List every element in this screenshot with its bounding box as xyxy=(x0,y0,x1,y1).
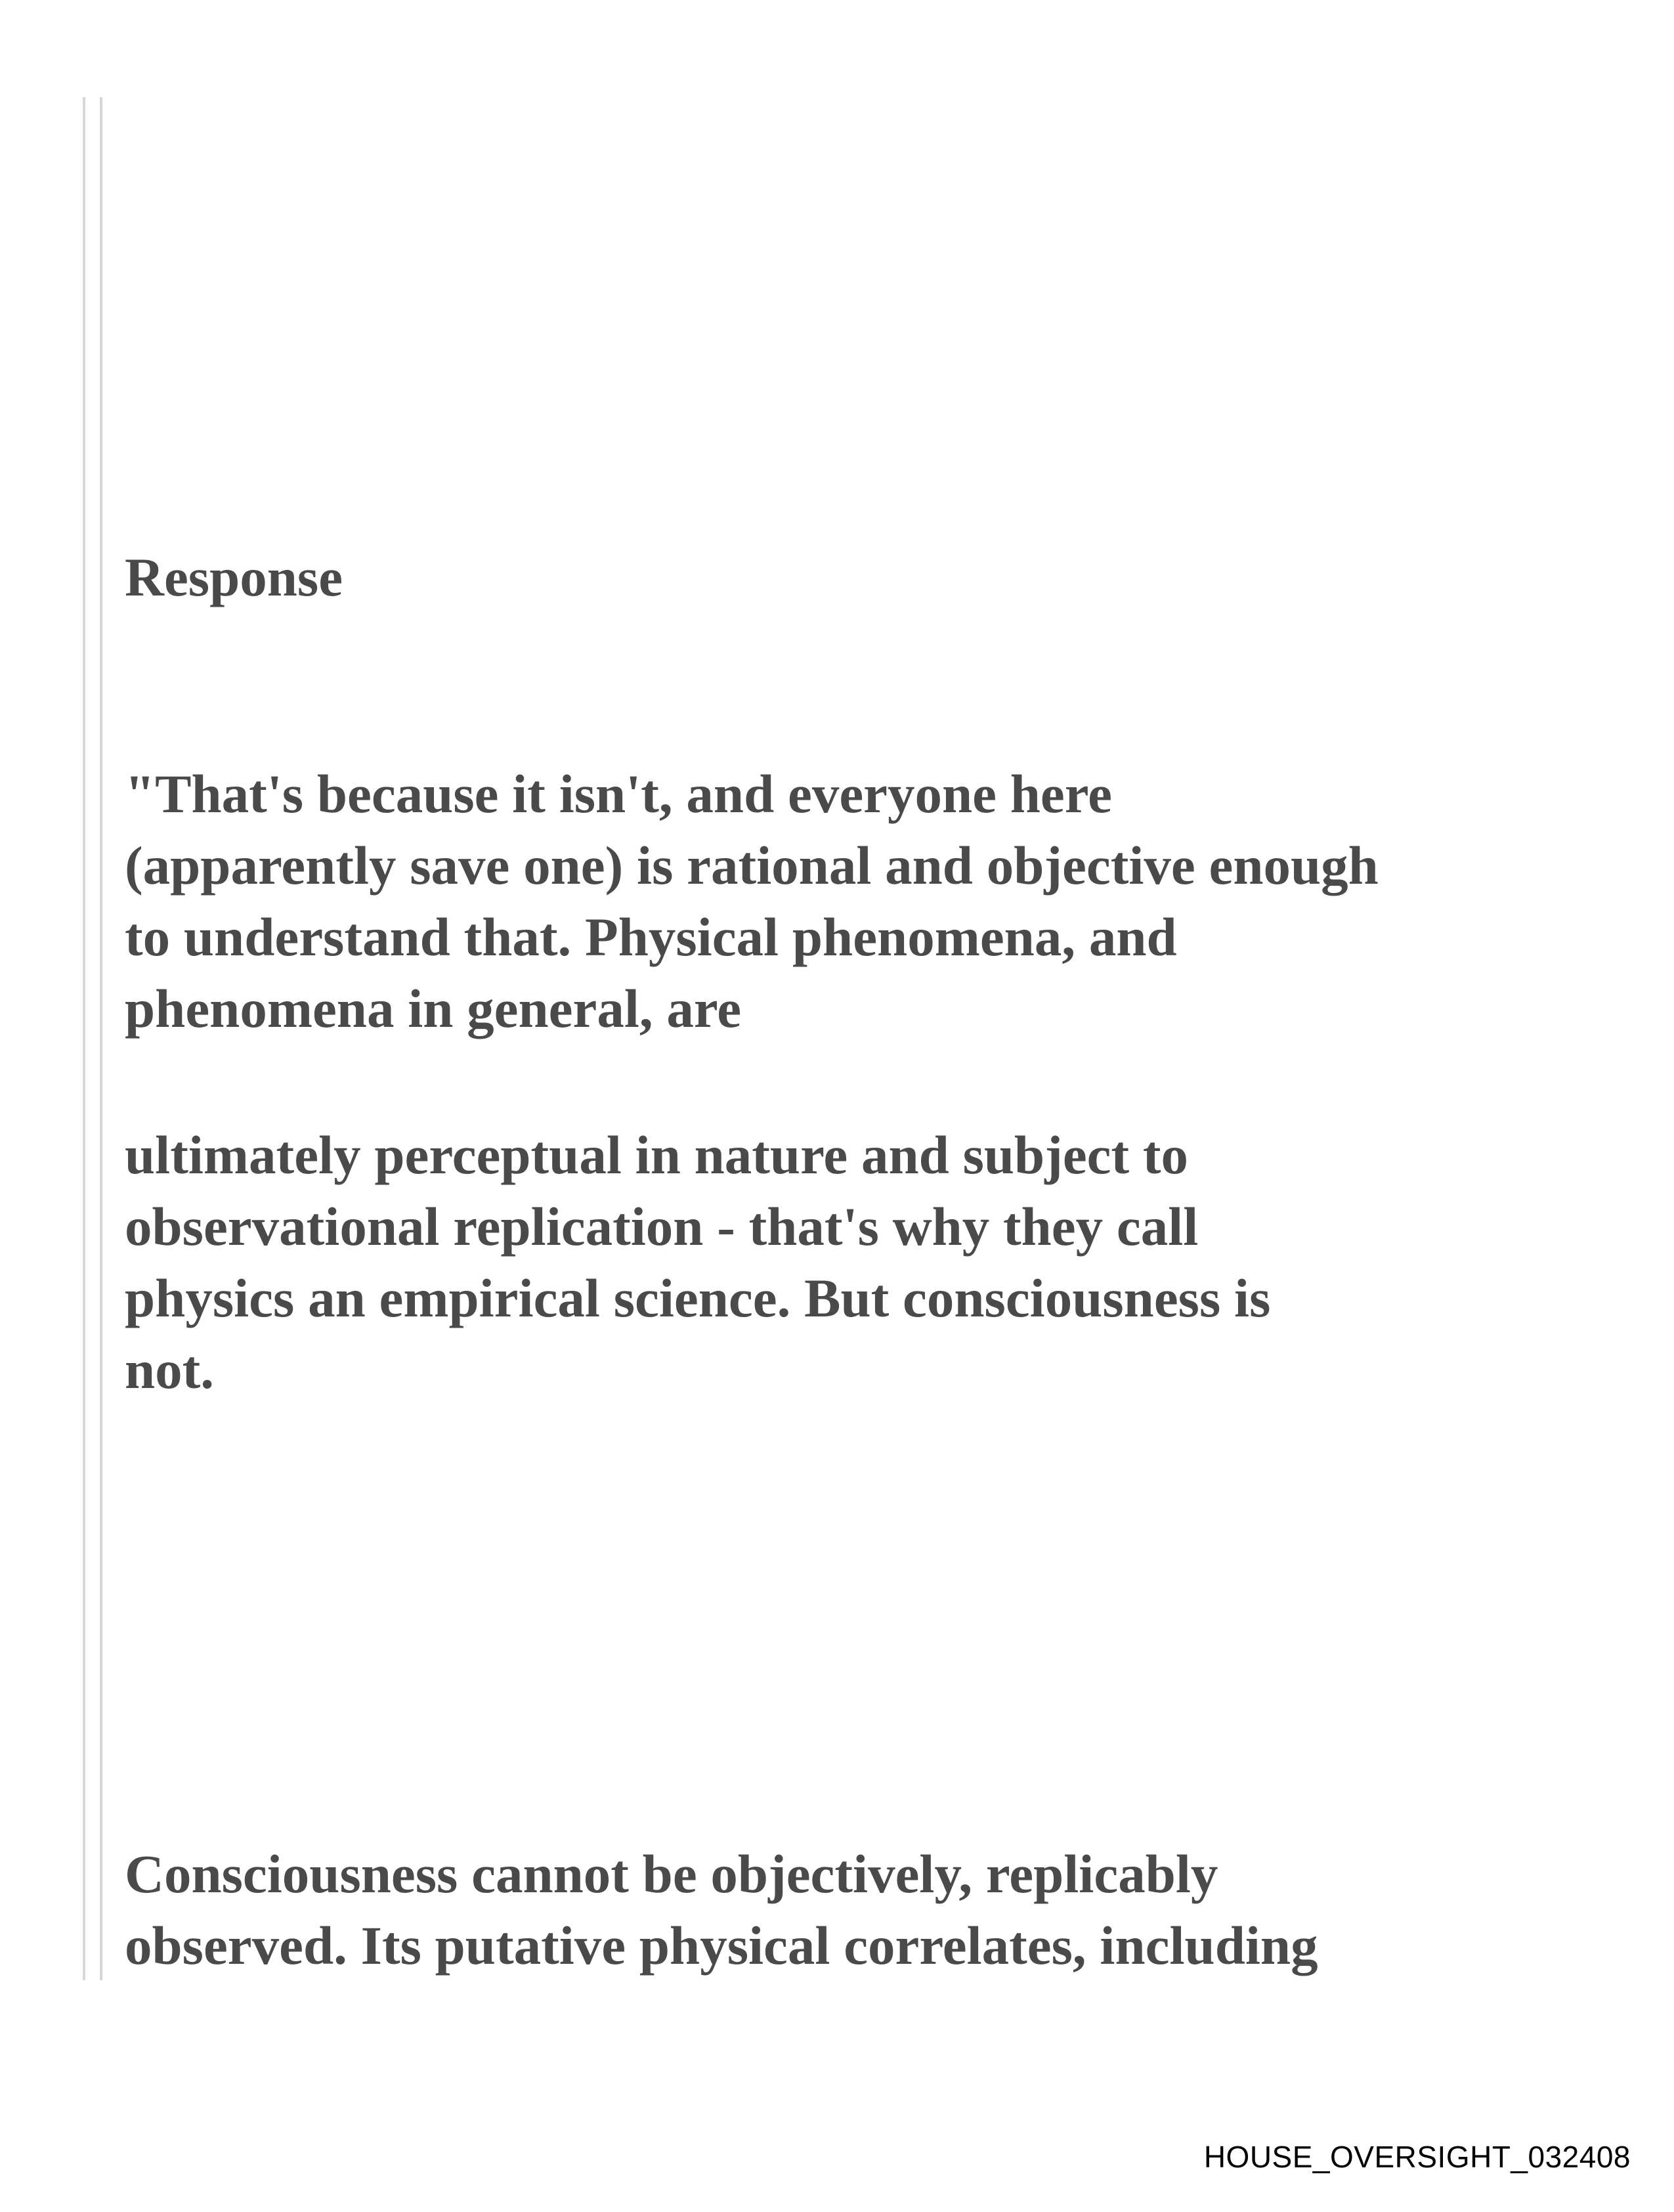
text-line: Consciousness cannot be objectively, replicably xyxy=(125,1844,1218,1904)
paragraph-3 xyxy=(125,1838,1318,1982)
paragraph-2 xyxy=(125,1119,1270,1406)
text-line: observed. Its putative physical correlates, including xyxy=(125,1915,1318,1976)
text-line: observational replication - that's why they call xyxy=(125,1196,1199,1257)
text-line: (apparently save one) is rational and objective enough xyxy=(125,835,1379,896)
text-line: physics an empirical science. But consciousness is xyxy=(125,1268,1271,1328)
margin-rule-inner xyxy=(100,97,102,1980)
bates-number: HOUSE_OVERSIGHT_032408 xyxy=(1203,2140,1631,2174)
paragraph-1 xyxy=(125,758,1379,1045)
margin-rule-outer xyxy=(83,97,85,1980)
text-line: phenomena in general, are xyxy=(125,978,742,1039)
text-line: not. xyxy=(125,1339,215,1400)
section-heading: Response xyxy=(125,547,343,607)
text-line: "That's because it isn't, and everyone here xyxy=(125,764,1112,824)
text-line: ultimately perceptual in nature and subject to xyxy=(125,1125,1189,1185)
text-line: to understand that. Physical phenomena, and xyxy=(125,907,1177,967)
